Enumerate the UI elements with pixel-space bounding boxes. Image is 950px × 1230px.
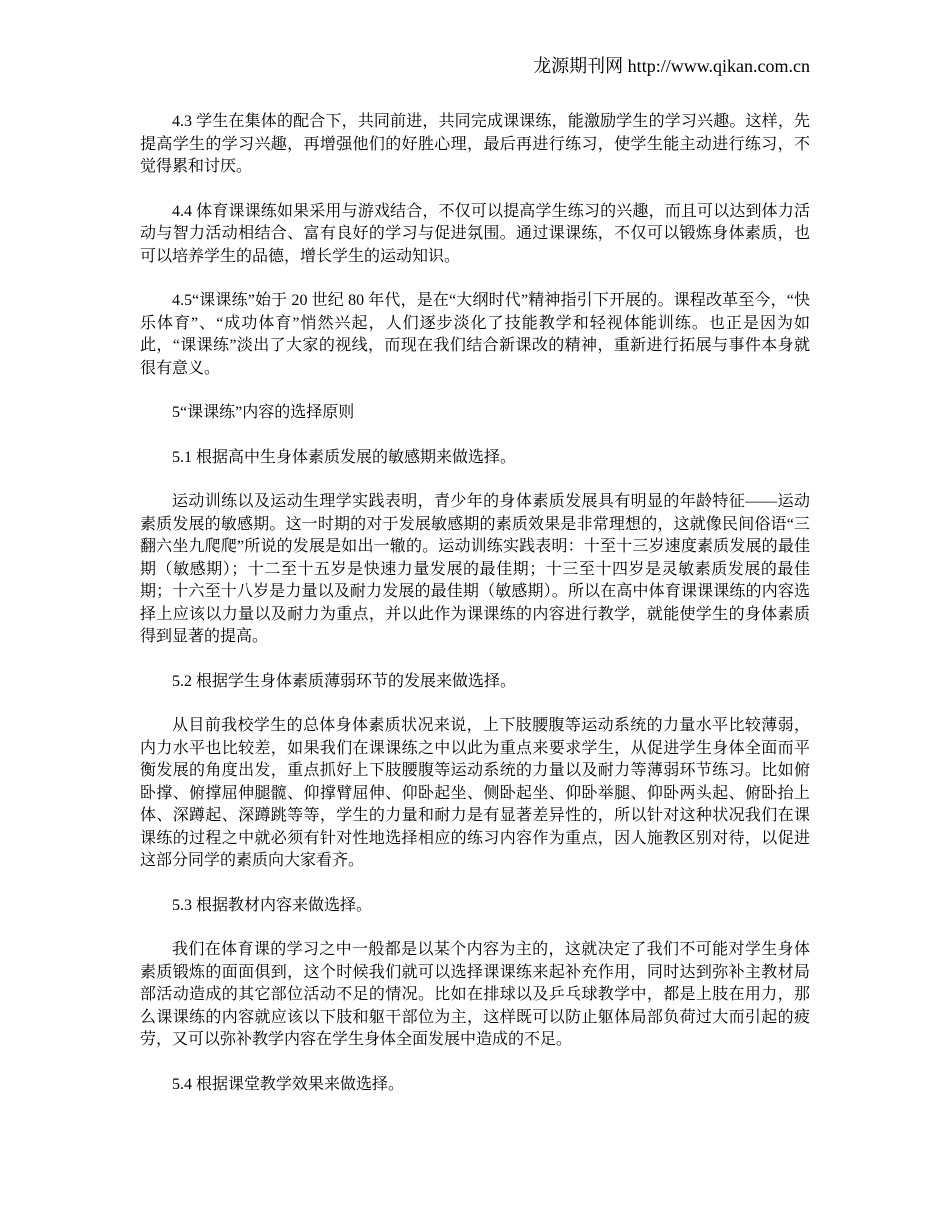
paragraph-5-2-body: 从目前我校学生的总体身体素质状况来说，上下肢腰腹等运动系统的力量水平比较薄弱，内力水平也比较差，如果我们在课课练之中以此为重点来要求学生，从促进学生身体全面而平衡发展的角度出发，重点抓好上下肢腰腹等运动系统的力量以及耐力等薄弱环节练习。比如俯卧撑、俯撑屈伸腿髋、仰撑臂屈伸、仰卧起坐、侧卧起坐、仰卧举腿、仰卧两头起、俯卧抬上体、深蹲起、深蹲跳等等，学生的力量和耐力是有显著差异性的，所以针对这种状况我们在课课练的过程之中就必须有针对性地选择相应的练习内容作为重点，因人施教区别对待，以促进这部分同学的素质向大家看齐。	[140, 717, 810, 869]
subheading-5-3: 5.3 根据教材内容来做选择。	[172, 896, 373, 914]
article-body	[140, 111, 810, 1118]
subheading-5-4: 5.4 根据课堂教学效果来做选择。	[172, 1075, 405, 1093]
paragraph-5-1-body: 运动训练以及运动生理学实践表明，青少年的身体素质发展具有明显的年龄特征——运动素质发展的敏感期。这一时期的对于发展敏感期的素质效果是非常理想的，这就像民间俗语“三翻六坐九爬爬”所说的发展是如出一辙的。运动训练实践表明：十至十三岁速度素质发展的最佳期（敏感期）；十二至十五岁是快速力量发展的最佳期；十三至十四岁是灵敏素质发展的最佳期；十六至十八岁是力量以及耐力发展的最佳期（敏感期）。所以在高中体育课课课练的内容选择上应该以力量以及耐力为重点，并以此作为课课练的内容进行教学，就能使学生的身体素质得到显著的提高。	[140, 493, 810, 645]
paragraph-4-3: 4.3 学生在集体的配合下，共同前进，共同完成课课练，能激励学生的学习兴趣。这样，先提高学生的学习兴趣，再增强他们的好胜心理，最后再进行练习，使学生能主动进行练习，不觉得累和讨厌。	[140, 113, 810, 175]
paragraph-5-3-body: 我们在体育课的学习之中一般都是以某个内容为主的，这就决定了我们不可能对学生身体素质锻炼的面面俱到，这个时候我们就可以选择课课练来起补充作用，同时达到弥补主教材局部活动造成的其它部位活动不足的情况。比如在排球以及乒乓球教学中，都是上肢在用力，那么课课练的内容就应该以下肢和躯干部位为主，这样既可以防止躯体局部负荷过大而引起的疲劳，又可以弥补教学内容在学生身体全面发展中造成的不足。	[140, 941, 810, 1048]
subheading-5-1: 5.1 根据高中生身体素质发展的敏感期来做选择。	[172, 448, 517, 466]
paragraph-4-5: 4.5“课课练”始于 20 世纪 80 年代，是在“大纲时代”精神指引下开展的。课程改革至今，“快乐体育”、“成功体育”悄然兴起，人们逐步淡化了技能教学和轻视体能训练。也正是因为如此，“课课练”淡出了大家的视线，而现在我们结合新课改的精神，重新进行拓展与事件本身就很有意义。	[140, 292, 810, 377]
paragraph-4-4: 4.4 体育课课练如果采用与游戏结合，不仅可以提高学生练习的兴趣，而且可以达到体力活动与智力活动相结合、富有良好的学习与促进氛围。通过课课练，不仅可以锻炼身体素质，也可以培养学生的品德，增长学生的运动知识。	[140, 202, 810, 265]
page-header	[533, 54, 810, 78]
site-name: 龙源期刊网 http://www.qikan.com.cn	[533, 56, 810, 76]
subheading-5-2: 5.2 根据学生身体素质薄弱环节的发展来做选择。	[172, 672, 517, 690]
section-heading-5: 5“课课练”内容的选择原则	[172, 404, 355, 421]
